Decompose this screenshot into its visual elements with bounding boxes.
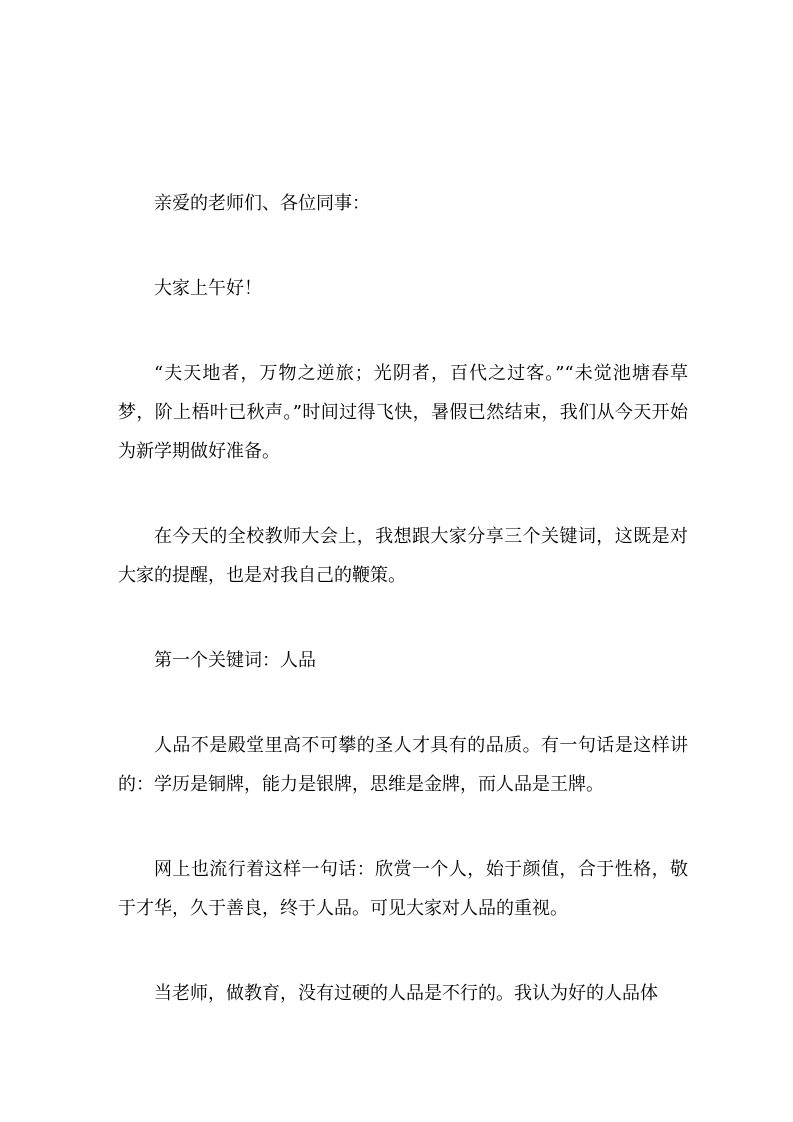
paragraph-opening-quote: “夫天地者，万物之逆旅；光阴者，百代之过客。”“未觉池塘春草梦，阶上梧叶已秋声。”时间过得飞快，暑假已然结束，我们从今天开始为新学期做好准备。 (118, 363, 688, 462)
document-body (118, 184, 688, 1059)
paragraph-greeting: 大家上午好！ (154, 278, 262, 299)
paragraph-salutation: 亲爱的老师们、各位同事： (154, 193, 370, 214)
paragraph-introduction: 在今天的全校教师大会上，我想跟大家分享三个关键词，这既是对大家的提醒，也是对我自己的鞭策。 (118, 526, 688, 586)
paragraph-teacher-character: 当老师，做教育，没有过硬的人品是不行的。我认为好的人品体 (154, 983, 658, 1004)
paragraph-online-saying: 网上也流行着这样一句话：欣赏一个人，始于颜值，合于性格，敬于才华，久于善良，终于人品。可见大家对人品的重视。 (118, 859, 688, 919)
paragraph-character-definition: 人品不是殿堂里高不可攀的圣人才具有的品质。有一句话是这样讲的：学历是铜牌，能力是银牌，思维是金牌，而人品是王牌。 (118, 735, 688, 795)
paragraph-keyword-heading: 第一个关键词：人品 (154, 650, 316, 671)
